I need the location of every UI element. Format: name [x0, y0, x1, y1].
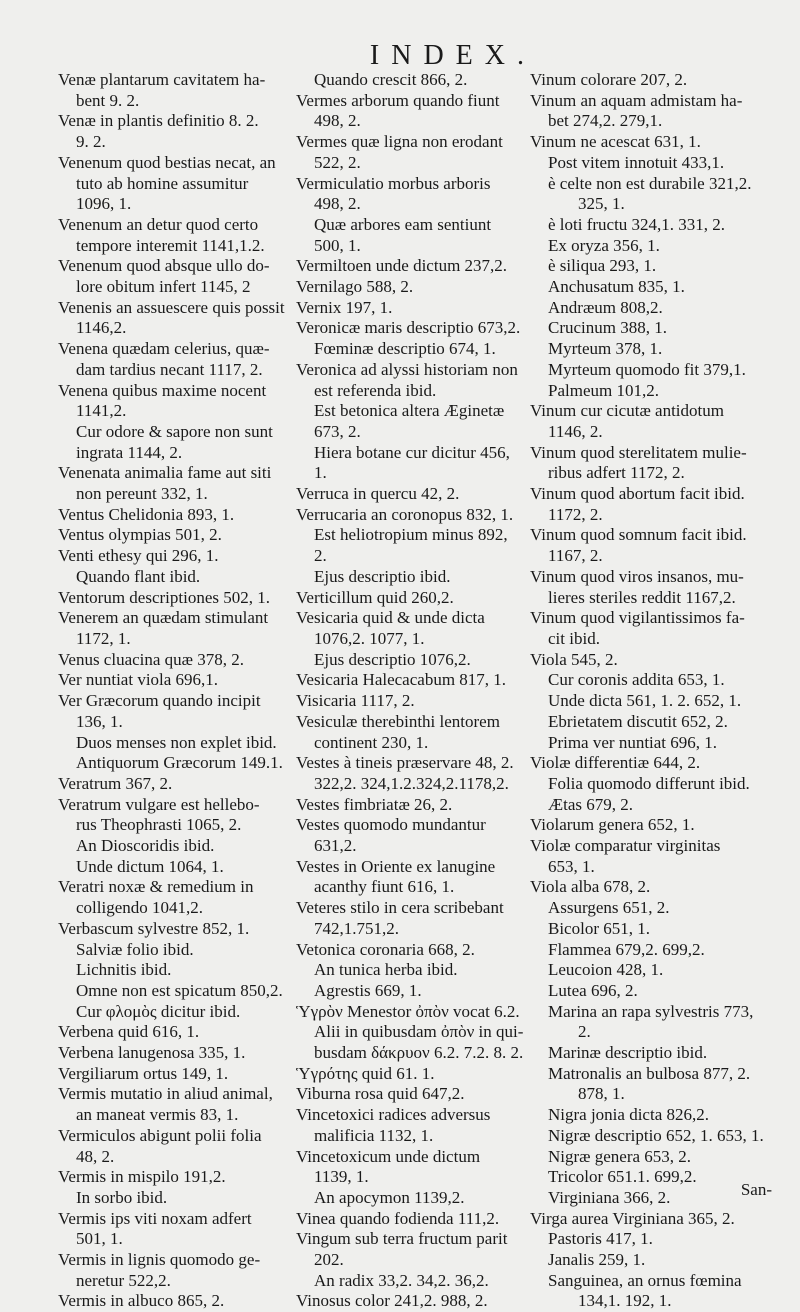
index-entry: 48, 2.	[76, 1146, 115, 1166]
index-entry: Nigræ descriptio 652, 1. 653, 1.	[548, 1125, 764, 1145]
index-entry: Assurgens 651, 2.	[548, 898, 670, 918]
index-entry: Vestes in Oriente ex lanugine	[296, 856, 496, 876]
index-entry: Est heliotropium minus 892,	[314, 525, 508, 545]
index-entry: Cur odore & sapore non sunt	[76, 421, 273, 441]
catchword: San-	[740, 1180, 772, 1199]
index-entry: Violæ differentiæ 644, 2.	[530, 753, 701, 773]
index-entry: Ventus olympias 501, 2.	[58, 525, 222, 545]
index-entry: Venena quibus maxime nocent	[58, 380, 267, 400]
index-entry: Viola alba 678, 2.	[530, 877, 651, 897]
index-entry: Myrteum 378, 1.	[548, 339, 663, 359]
index-entry: Marina an rapa sylvestris 773,	[548, 1001, 754, 1021]
index-entry: Venæ plantarum cavitatem ha-	[58, 70, 266, 89]
index-entry: Ejus descriptio 1076,2.	[314, 649, 471, 669]
index-entry: Agrestis 669, 1.	[314, 980, 422, 1000]
index-entry: Crucinum 388, 1.	[548, 318, 667, 338]
index-entry: Veteres stilo in cera scribebant	[296, 898, 504, 918]
index-entry: Ver nuntiat viola 696,1.	[58, 670, 219, 690]
index-entry: Alii in quibusdam ὀπὸν in qui-	[314, 1022, 524, 1042]
index-entry: In sorbo ibid.	[76, 1187, 168, 1207]
index-entry: Cur coronis addita 653, 1.	[548, 670, 725, 690]
index-entry: Violæ comparatur virginitas	[530, 836, 721, 856]
index-entry: Ventorum descriptiones 502, 1.	[58, 587, 270, 607]
index-entry: Visicaria 1117, 2.	[296, 691, 415, 711]
index-entry: Post vitem innotuit 433,1.	[548, 152, 725, 172]
index-entry: Venenata animalia fame aut siti	[58, 463, 272, 483]
index-entry: Hiera botane cur dicitur 456,	[314, 442, 510, 462]
index-entry: Vinum quod vigilantissimos fa-	[530, 608, 745, 628]
index-entry: est referenda ibid.	[314, 380, 437, 400]
index-entry: lore obitum infert 1145, 2	[76, 277, 251, 297]
index-entry: non pereunt 332, 1.	[76, 484, 208, 504]
index-entry: Vinum quod somnum facit ibid.	[530, 525, 747, 545]
index-entry: Venenum an detur quod certo	[58, 214, 259, 234]
index-column-2	[296, 70, 526, 1312]
index-entry: malificia 1132, 1.	[314, 1125, 434, 1145]
index-entry: Nigra jonia dicta 826,2.	[548, 1105, 709, 1125]
index-entry: Unde dictum 1064, 1.	[76, 856, 224, 876]
index-entry: 1167, 2.	[548, 546, 603, 566]
index-entry: 1096, 1.	[76, 194, 132, 214]
index-entry: Pastoris 417, 1.	[548, 1229, 653, 1249]
index-entry: Vestes fimbriatæ 26, 2.	[296, 794, 453, 814]
index-entry: Viburna rosa quid 647,2.	[296, 1084, 465, 1104]
index-entry: 136, 1.	[76, 711, 123, 731]
index-entry: Vermis mutatio in aliud animal,	[58, 1084, 273, 1104]
index-column-3	[530, 70, 782, 1312]
index-entry: Prima ver nuntiat 696, 1.	[548, 732, 718, 752]
index-entry: Vernilago 588, 2.	[296, 277, 414, 297]
index-entry: continent 230, 1.	[314, 732, 429, 752]
index-entry: Vetonica coronaria 668, 2.	[296, 939, 475, 959]
index-entry: Verticillum quid 260,2.	[296, 587, 454, 607]
index-entry: Verbena quid 616, 1.	[58, 1022, 200, 1042]
index-entry: An apocymon 1139,2.	[314, 1187, 465, 1207]
index-entry: Vesiculæ therebinthi lentorem	[296, 711, 500, 731]
index-entry: 1146, 2.	[548, 421, 603, 441]
index-entry: ribus adfert 1172, 2.	[548, 463, 685, 483]
index-entry: Folia quomodo differunt ibid.	[548, 773, 750, 793]
index-entry: Venenis an assuescere quis possit	[58, 297, 285, 317]
index-entry: An tunica herba ibid.	[314, 960, 458, 980]
index-entry: Vermiculatio morbus arboris	[296, 173, 491, 193]
index-entry: Vesicaria quid & unde dicta	[296, 608, 485, 628]
index-entry: Quæ arbores eam sentiunt	[314, 214, 492, 234]
index-entry: Vinum an aquam admistam ha-	[530, 90, 743, 110]
index-entry: An Dioscoridis ibid.	[76, 836, 215, 856]
index-entry: 498, 2.	[314, 194, 361, 214]
index-entry: Fœminæ descriptio 674, 1.	[314, 339, 496, 359]
index-entry: Vergiliarum ortus 149, 1.	[58, 1063, 229, 1083]
index-entry: 2.	[578, 1022, 591, 1042]
index-entry: Vermiculos abigunt polii folia	[58, 1125, 262, 1145]
index-entry: Vestes quomodo mundantur	[296, 815, 486, 835]
index-entry: Palmeum 101,2.	[548, 380, 659, 400]
index-entry: 202.	[314, 1250, 344, 1270]
index-entry: 522, 2.	[314, 152, 361, 172]
index-entry: Venena quædam celerius, quæ-	[58, 339, 270, 359]
index-entry: Vinum quod abortum facit ibid.	[530, 484, 745, 504]
index-entry: Vincetoxicum unde dictum	[296, 1146, 481, 1166]
index-entry: an maneat vermis 83, 1.	[76, 1105, 239, 1125]
index-entry: 9. 2.	[76, 132, 106, 152]
index-entry: Veratri noxæ & remedium in	[58, 877, 254, 897]
index-entry: 1172, 1.	[76, 628, 131, 648]
index-entry: Verruca in quercu 42, 2.	[296, 484, 460, 504]
index-entry: Vesicaria Halecacabum 817, 1.	[296, 670, 507, 690]
index-entry: Ex oryza 356, 1.	[548, 235, 660, 255]
index-entry: Myrteum quomodo fit 379,1.	[548, 359, 746, 379]
index-entry: Vinea quando fodienda 111,2.	[296, 1208, 500, 1228]
index-entry: Veronica ad alyssi historiam non	[296, 359, 518, 379]
index-entry: 325, 1.	[578, 194, 625, 214]
index-entry: rus Theophrasti 1065, 2.	[76, 815, 242, 835]
index-entry: Veronicæ maris descriptio 673,2.	[296, 318, 521, 338]
index-entry: tempore interemit 1141,1.2.	[76, 235, 265, 255]
index-entry: Venus cluacina quæ 378, 2.	[58, 649, 245, 669]
index-entry: Nigræ genera 653, 2.	[548, 1146, 692, 1166]
index-entry: Matronalis an bulbosa 877, 2.	[548, 1063, 751, 1083]
index-entry: Flammea 679,2. 699,2.	[548, 939, 705, 959]
index-entry: Cur φλομὸς dicitur ibid.	[76, 1001, 241, 1021]
index-entry: 673, 2.	[314, 421, 361, 441]
index-entry: An radix 33,2. 34,2. 36,2.	[314, 1270, 489, 1290]
index-entry: è siliqua 293, 1.	[548, 256, 657, 276]
index-entry: Vermes arborum quando fiunt	[296, 90, 500, 110]
index-entry: Tricolor 651.1. 699,2.	[548, 1167, 697, 1187]
index-entry: Est betonica altera Æginetæ	[314, 401, 505, 421]
index-entry: Leucoion 428, 1.	[548, 960, 664, 980]
index-entry: Virga aurea Virginiana 365, 2.	[530, 1208, 735, 1228]
index-entry: 631,2.	[314, 836, 357, 856]
index-entry: 498, 2.	[314, 111, 361, 131]
index-entry: Ver Græcorum quando incipit	[58, 691, 261, 711]
index-entry: Vermes quæ ligna non erodant	[296, 132, 503, 152]
index-entry: Verrucaria an coronopus 832, 1.	[296, 504, 514, 524]
index-entry: Anchusatum 835, 1.	[548, 277, 685, 297]
index-entry: Venenum quod bestias necat, an	[58, 152, 276, 172]
index-entry: Venerem an quædam stimulant	[58, 608, 269, 628]
page-header	[0, 40, 800, 70]
index-entry: 1.	[314, 463, 327, 483]
index-entry: Lutea 696, 2.	[548, 980, 638, 1000]
index-entry: Vermiltoen unde dictum 237,2.	[296, 256, 508, 276]
index-entry: Marinæ descriptio ibid.	[548, 1043, 708, 1063]
index-entry: Vermis in lignis quomodo ge-	[58, 1250, 261, 1270]
index-entry: 653, 1.	[548, 856, 595, 876]
index-entry: bent 9. 2.	[76, 90, 140, 110]
index-entry: lieres steriles reddit 1167,2.	[548, 587, 736, 607]
index-entry: 1141,2.	[76, 401, 127, 421]
index-entry: Vinum cur cicutæ antidotum	[530, 401, 724, 421]
index-entry: Vermis in albuco 865, 2.	[58, 1291, 225, 1311]
index-entry: Vincetoxici radices adversus	[296, 1105, 491, 1125]
index-entry: cit ibid.	[548, 628, 600, 648]
index-entry: ingrata 1144, 2.	[76, 442, 183, 462]
index-entry: Sanguinea, an ornus fœmina	[548, 1270, 742, 1290]
index-entry: Vingum sub terra fructum parit	[296, 1229, 508, 1249]
index-entry: Viola 545, 2.	[530, 649, 618, 669]
index-entry: 1139, 1.	[314, 1167, 369, 1187]
index-entry: Venenum quod absque ullo do-	[58, 256, 270, 276]
index-entry: 878, 1.	[578, 1084, 625, 1104]
index-entry: Verbena lanugenosa 335, 1.	[58, 1043, 246, 1063]
index-entry: Bicolor 651, 1.	[548, 918, 650, 938]
index-entry: Veratrum 367, 2.	[58, 773, 173, 793]
index-entry: Virginiana 366, 2.	[548, 1187, 671, 1207]
index-entry: dam tardius necant 1117, 2.	[76, 359, 263, 379]
index-entry: 1076,2. 1077, 1.	[314, 628, 425, 648]
index-entry: Vernix 197, 1.	[296, 297, 393, 317]
index-entry: busdam δάκρυον 6.2. 7.2. 8. 2.	[314, 1043, 524, 1063]
index-entry: Andræum 808,2.	[548, 297, 663, 317]
index-entry: Duos menses non explet ibid.	[76, 732, 277, 752]
index-entry: Antiquorum Græcorum 149.1.	[76, 753, 283, 773]
index-column-1	[58, 70, 294, 1312]
index-entry: bet 274,2. 279,1.	[548, 111, 663, 131]
index-entry: è loti fructu 324,1. 331, 2.	[548, 214, 726, 234]
index-entry: Ætas 679, 2.	[548, 794, 633, 814]
index-entry: Ὑγρὸν Menestor ὀπὸν vocat 6.2.	[296, 1001, 520, 1021]
index-entry: Venti ethesy qui 296, 1.	[58, 546, 219, 566]
index-entry: 134,1. 192, 1.	[578, 1291, 672, 1311]
index-entry: Vestes à tineis præservare 48, 2.	[296, 753, 514, 773]
index-entry: Vinum colorare 207, 2.	[530, 70, 688, 89]
index-entry: 742,1.751,2.	[314, 918, 399, 938]
index-entry: Ebrietatem discutit 652, 2.	[548, 711, 728, 731]
index-entry: Vinum ne acescat 631, 1.	[530, 132, 701, 152]
index-entry: Janalis 259, 1.	[548, 1250, 646, 1270]
index-entry: è celte non est durabile 321,2.	[548, 173, 752, 193]
index-entry: Unde dicta 561, 1. 2. 652, 1.	[548, 691, 742, 711]
index-entry: Verbascum sylvestre 852, 1.	[58, 918, 250, 938]
index-entry: acanthy fiunt 616, 1.	[314, 877, 455, 897]
index-entry: Vinum quod viros insanos, mu-	[530, 566, 744, 586]
index-entry: 1172, 2.	[548, 504, 603, 524]
index-entry: Omne non est spicatum 850,2.	[76, 980, 283, 1000]
index-entry: Vermis in mispilo 191,2.	[58, 1167, 226, 1187]
index-entry: Salviæ folio ibid.	[76, 939, 194, 959]
index-entry: Lichnitis ibid.	[76, 960, 172, 980]
page-title: INDEX.	[369, 40, 536, 71]
index-entry: Ejus descriptio ibid.	[314, 566, 451, 586]
index-entry: Quando crescit 866, 2.	[314, 70, 468, 89]
index-entry: Veratrum vulgare est hellebo-	[58, 794, 260, 814]
index-entry: Venæ in plantis definitio 8. 2.	[58, 111, 259, 131]
index-entry: 500, 1.	[314, 235, 361, 255]
index-entry: tuto ab homine assumitur	[76, 173, 249, 193]
index-entry: neretur 522,2.	[76, 1270, 171, 1290]
index-entry: 1146,2.	[76, 318, 127, 338]
index-entry: 322,2. 324,1.2.324,2.1178,2.	[314, 773, 509, 793]
index-entry: Vinosus color 241,2. 988, 2.	[296, 1291, 488, 1311]
index-entry: colligendo 1041,2.	[76, 898, 204, 918]
index-entry: 2.	[314, 546, 327, 566]
index-entry: Violarum genera 652, 1.	[530, 815, 695, 835]
index-entry: Ventus Chelidonia 893, 1.	[58, 504, 235, 524]
index-entry: Quando flant ibid.	[76, 566, 201, 586]
index-entry: Vinum quod sterelitatem mulie-	[530, 442, 747, 462]
index-entry: 501, 1.	[76, 1229, 123, 1249]
index-entry: Vermis ips viti noxam adfert	[58, 1208, 252, 1228]
index-entry: Ὑγρότης quid 61. 1.	[296, 1063, 435, 1083]
